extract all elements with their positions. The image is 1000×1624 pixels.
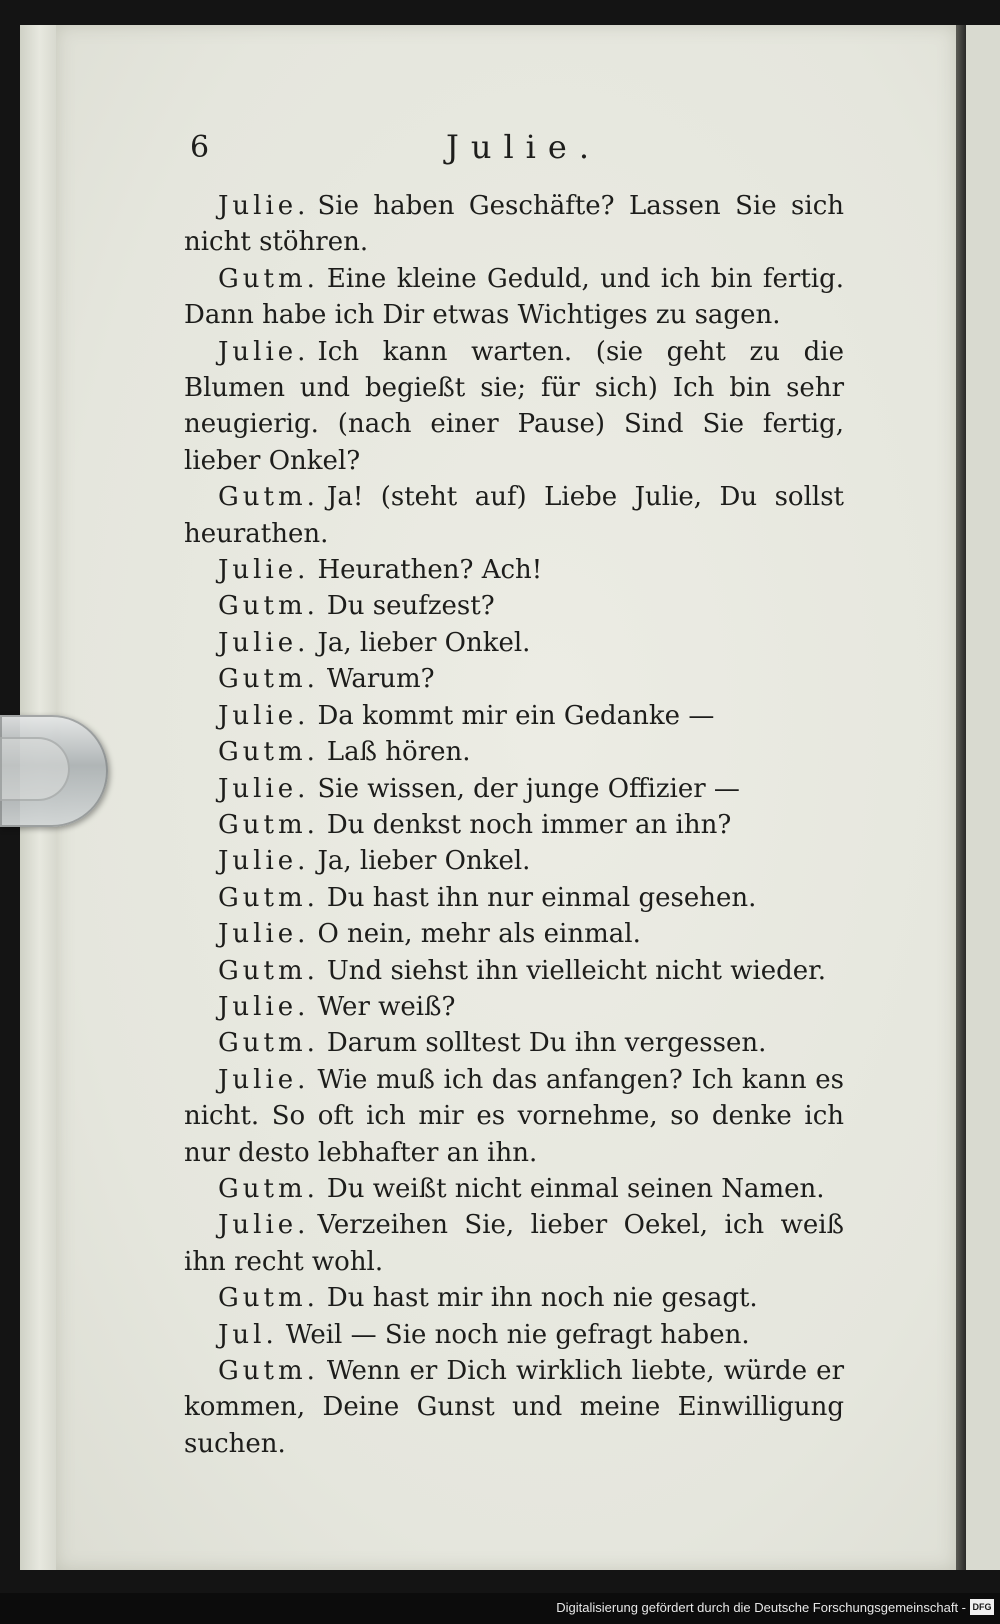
speaker-name: Julie. xyxy=(218,555,310,586)
speaker-name: Julie. xyxy=(218,191,310,221)
dialogue-line xyxy=(184,916,844,952)
footer-credit: Digitalisierung gefördert durch die Deutsche Forschungsgemeinschaft - xyxy=(556,1600,966,1615)
line-text: O nein, mehr als einmal. xyxy=(317,919,641,950)
book-spine xyxy=(956,25,966,1570)
line-text: Ja, lieber Onkel. xyxy=(317,846,531,877)
line-text: Darum solltest Du ihn vergessen. xyxy=(326,1028,767,1059)
footer-bar xyxy=(0,1593,1000,1624)
line-text: Da kommt mir ein Gedanke — xyxy=(317,700,715,731)
dialogue-line xyxy=(184,588,844,624)
page-clip xyxy=(0,715,108,827)
speaker-name: Julie. xyxy=(218,991,310,1022)
line-text: Ja! (steht auf) Liebe Julie, Du sollst heurathen. xyxy=(184,482,844,549)
line-text: Weil — Sie noch nie gefragt haben. xyxy=(285,1319,750,1350)
line-text: Laß hören. xyxy=(326,737,471,768)
line-text: Wenn er Dich wirklich liebte, würde er kommen, Deine Gunst und meine Einwilligung suchen. xyxy=(184,1356,844,1459)
speaker-name: Julie. xyxy=(218,1064,310,1095)
speaker-name: Gutm. xyxy=(218,1356,319,1386)
dialogue-line xyxy=(184,625,844,661)
dialogue-line xyxy=(184,843,844,879)
dialogue-line xyxy=(184,771,844,807)
page-number: 6 xyxy=(190,130,210,165)
dialogue-text xyxy=(184,188,844,1462)
line-text: Du denkst noch immer an ihn? xyxy=(326,809,732,840)
speaker-name: Gutm. xyxy=(218,591,319,622)
line-text: Du hast ihn nur einmal gesehen. xyxy=(326,882,757,913)
line-text: Eine kleine Geduld, und ich bin fertig. Dann habe ich Dir etwas Wichtiges zu sagen. xyxy=(184,263,844,331)
line-text: Sie wissen, der junge Offizier — xyxy=(317,773,740,804)
line-text: Du hast mir ihn noch nie gesagt. xyxy=(326,1283,758,1314)
dialogue-line xyxy=(184,1025,844,1061)
dialogue-line xyxy=(184,1280,844,1316)
line-text: Ja, lieber Onkel. xyxy=(317,627,531,658)
line-text: Warum? xyxy=(326,664,435,695)
speaker-name: Julie. xyxy=(218,773,310,804)
speaker-name: Gutm. xyxy=(218,737,319,768)
speaker-name: Julie. xyxy=(218,919,310,950)
speaker-name: Jul. xyxy=(218,1319,278,1350)
dialogue-line xyxy=(184,734,844,770)
speaker-name: Julie. xyxy=(218,1210,310,1241)
dialogue-line xyxy=(184,661,844,697)
speaker-name: Gutm. xyxy=(218,664,319,695)
speaker-name: Gutm. xyxy=(218,1283,319,1314)
dialogue-line xyxy=(184,1062,844,1171)
speaker-name: Gutm. xyxy=(218,263,319,294)
speaker-name: Gutm. xyxy=(218,955,319,986)
next-page-edge xyxy=(966,25,1000,1570)
dialogue-line xyxy=(184,1171,844,1207)
dialogue-line xyxy=(184,989,844,1025)
line-text: Und siehst ihn vielleicht nicht wieder. xyxy=(326,955,827,986)
dialogue-line xyxy=(184,552,844,588)
speaker-name: Julie. xyxy=(218,700,310,731)
line-text: Wie muß ich das anfangen? Ich kann es nicht. So oft ich mir es vornehme, so denke ich nur desto lebhafter an ihn. xyxy=(184,1064,844,1168)
dialogue-line xyxy=(184,479,844,552)
line-text: Sie haben Geschäfte? Lassen Sie sich nicht stöhren. xyxy=(184,191,844,258)
dialogue-line xyxy=(184,1207,844,1280)
running-head: Julie. xyxy=(446,128,602,166)
dialogue-line xyxy=(184,953,844,989)
dialogue-line xyxy=(184,698,844,734)
line-text: Wer weiß? xyxy=(317,991,456,1022)
dialogue-line xyxy=(184,880,844,916)
dfg-logo-icon: DFG xyxy=(970,1599,994,1615)
dialogue-line xyxy=(184,334,844,480)
speaker-name: Gutm. xyxy=(218,482,319,513)
speaker-name: Julie. xyxy=(218,336,310,367)
speaker-name: Gutm. xyxy=(218,809,319,840)
line-text: Verzeihen Sie, lieber Oekel, ich weiß ihn recht wohl. xyxy=(184,1210,844,1277)
line-text: Ich kann warten. (sie geht zu die Blumen und begießt sie; für sich) Ich bin sehr neugierig. (nach einer Pause) Sind Sie fertig, lieber Onkel? xyxy=(184,336,844,476)
speaker-name: Julie. xyxy=(218,627,310,658)
speaker-name: Gutm. xyxy=(218,1173,319,1204)
speaker-name: Julie. xyxy=(218,846,310,877)
line-text: Du seufzest? xyxy=(326,591,495,622)
dialogue-line xyxy=(184,188,844,261)
dialogue-line xyxy=(184,261,844,334)
speaker-name: Gutm. xyxy=(218,1028,319,1059)
dialogue-line xyxy=(184,807,844,843)
dialogue-line xyxy=(184,1353,844,1462)
line-text: Du weißt nicht einmal seinen Namen. xyxy=(326,1173,825,1204)
line-text: Heurathen? Ach! xyxy=(317,555,543,586)
dialogue-line xyxy=(184,1317,844,1353)
speaker-name: Gutm. xyxy=(218,882,319,913)
